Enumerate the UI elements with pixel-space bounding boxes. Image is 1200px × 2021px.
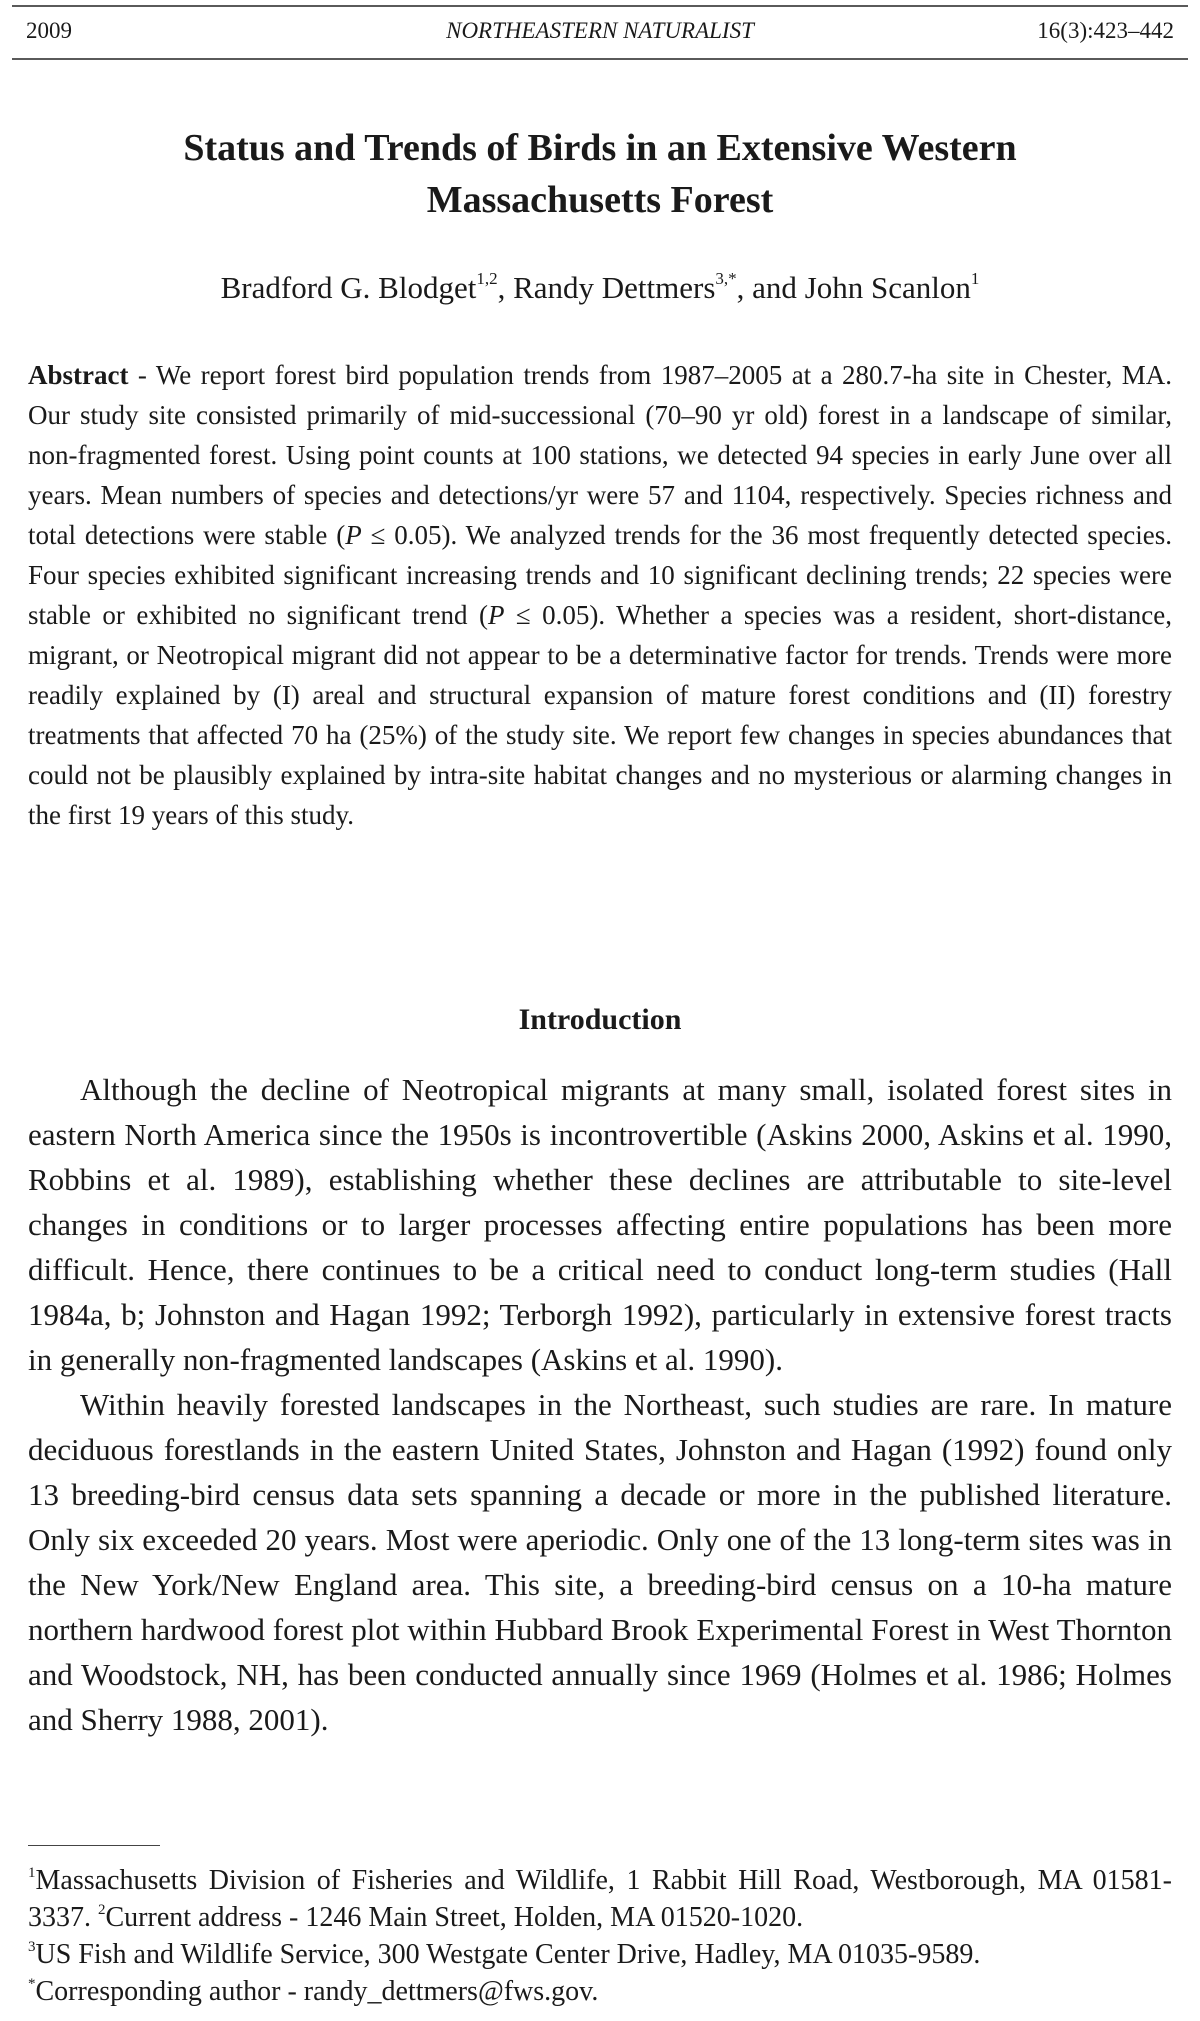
footnote-marker: 1 bbox=[28, 1865, 36, 1881]
body-paragraph: Although the decline of Neotropical migrants at many small, isolated forest sites in eastern North America since the 1950s is incontrovertible (Askins 2000, Askins et al. 1990, Robbins et al. 1989), establishing whether these declines are attributable to site-level changes in conditions or to larger processes affecting entire populations has been more difficult. Hence, there continues to be a critical need to conduct long-term studies (Hall 1984a, b; Johnston and Hagan 1992; Terborgh 1992), particularly in extensive forest tracts in generally non-fragmented landscapes (Askins et al. 1990). bbox=[28, 1072, 1172, 1377]
abstract-text: ≤ 0.05). We analyzed trends for the 36 most frequently detected species. Four species exhibited significant increasing trends and 10 significant declining trends; 22 species were stable or exhibited no significant trend ( bbox=[28, 520, 1172, 630]
introduction-body bbox=[28, 1067, 1172, 1742]
abstract-dash: - bbox=[128, 360, 156, 390]
paper-title-line-1: Status and Trends of Birds in an Extensive Western bbox=[183, 127, 1017, 169]
footnotes bbox=[28, 1862, 1172, 2010]
footnote-marker: * bbox=[28, 1976, 36, 1992]
abstract-text: We report forest bird population trends from 1987–2005 at a 280.7-ha site in Chester, MA. Our study site consisted primarily of mid-successional (70–90 yr old) forest in a landscape of similar, non-fragmented forest. Using point counts at 100 stations, we detected 94 species in early June over all years. Mean numbers of species and detections/yr were 57 and 1104, respectively. Species richness and total detections were stable ( bbox=[28, 360, 1172, 550]
running-head-citation: 16(3):423–442 bbox=[1037, 18, 1174, 43]
header-bottom-rule bbox=[12, 58, 1188, 60]
abstract-label: Abstract bbox=[28, 360, 129, 390]
abstract bbox=[28, 355, 1172, 835]
abstract-p-symbol: P bbox=[487, 600, 505, 630]
paper-title bbox=[0, 122, 1200, 226]
author-affiliation-marker: 1,2 bbox=[476, 269, 498, 288]
body-paragraph: Within heavily forested landscapes in the Northeast, such studies are rare. In mature deciduous forestlands in the eastern United States, Johnston and Hagan (1992) found only 13 breeding-bird census data sets spanning a decade or more in the published literature. Only six exceeded 20 years. Most were aperiodic. Only one of the 13 long-term sites was in the New York/New England area. This site, a breeding-bird census on a 10-ha mature northern hardwood forest plot within Hubbard Brook Experimental Forest in West Thornton and Woodstock, NH, has been conducted annually since 1969 (Holmes et al. 1986; Holmes and Sherry 1988, 2001). bbox=[28, 1387, 1172, 1737]
author-name: John Scanlon bbox=[804, 270, 971, 305]
author-list bbox=[0, 266, 1200, 310]
paper-title-line-2: Massachusetts Forest bbox=[426, 179, 774, 221]
author-separator: , bbox=[497, 270, 514, 305]
running-head-journal: NORTHEASTERN NATURALIST bbox=[446, 18, 754, 43]
section-heading-introduction: Introduction bbox=[518, 1003, 682, 1036]
author-separator: , and bbox=[736, 270, 805, 305]
footnote-marker: 3 bbox=[28, 1939, 36, 1955]
abstract-text: ≤ 0.05). Whether a species was a resident, short-distance, migrant, or Neotropical migrant did not appear to be a determinative factor for trends. Trends were more readily explained by (I) areal and structural expansion of mature forest conditions and (II) forestry treatments that affected 70 ha (25%) of the study site. We report few changes in species abundances that could not be plausibly explained by intra-site habitat changes and no mysterious or alarming changes in the first 19 years of this study. bbox=[28, 600, 1172, 830]
footnote-separator bbox=[28, 1845, 160, 1846]
footnote-text: US Fish and Wildlife Service, 300 Westgate Center Drive, Hadley, MA 01035-9589. bbox=[35, 1939, 981, 1970]
author-affiliation-marker: 3,* bbox=[715, 269, 737, 288]
running-head-year: 2009 bbox=[26, 18, 72, 43]
running-head bbox=[26, 8, 1174, 54]
footnote-text: Massachusetts Division of Fisheries and Wildlife, 1 Rabbit Hill Road, Westborough, MA 01581-3337. bbox=[28, 1865, 1172, 1933]
author-affiliation-marker: 1 bbox=[970, 269, 980, 288]
author-name: Randy Dettmers bbox=[513, 270, 716, 305]
footnote-text: Corresponding author - randy_dettmers@fws.gov. bbox=[35, 1976, 599, 2007]
header-top-rule bbox=[12, 5, 1188, 7]
footnote-marker: 2 bbox=[98, 1902, 106, 1918]
footnote-text: Current address - 1246 Main Street, Holden, MA 01520-1020. bbox=[105, 1902, 804, 1933]
author-name: Bradford G. Blodget bbox=[220, 270, 477, 305]
abstract-p-symbol: P bbox=[345, 520, 362, 550]
